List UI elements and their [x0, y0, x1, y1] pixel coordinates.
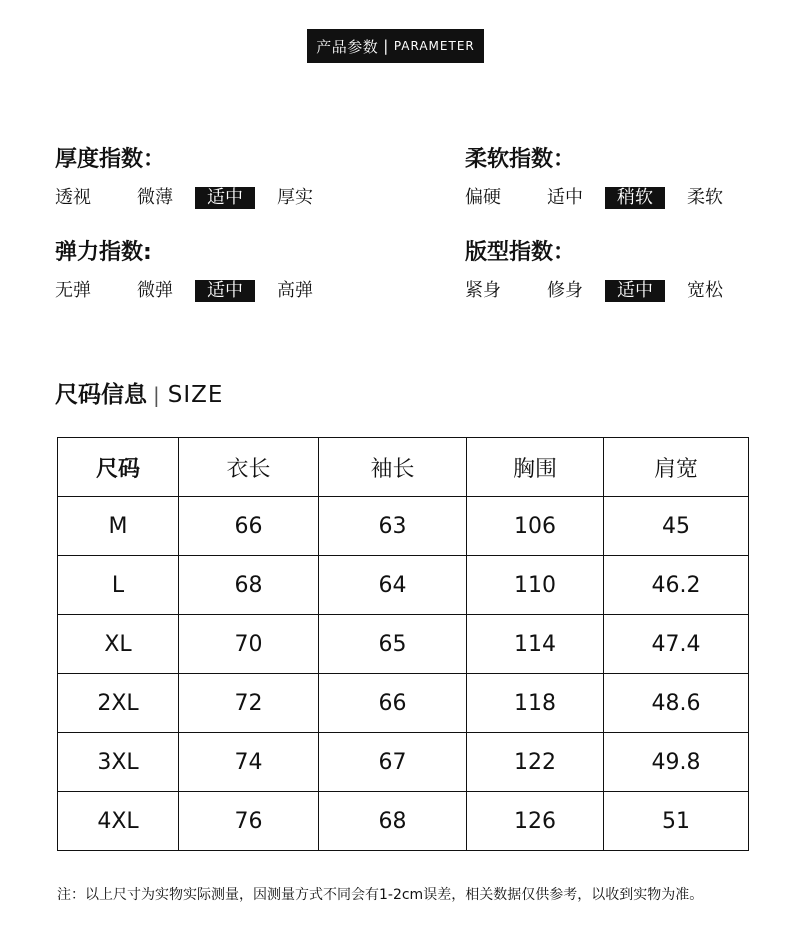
- elasticity-index-options: [55, 280, 335, 302]
- table-cell: L: [58, 556, 179, 615]
- softness-index: [465, 145, 745, 209]
- table-cell: 2XL: [58, 674, 179, 733]
- header-shoulder: 肩宽: [604, 438, 749, 497]
- elasticity-option-2-selected: 适中: [195, 280, 255, 302]
- table-cell: 64: [319, 556, 467, 615]
- fit-index-options: [465, 280, 745, 302]
- size-title-separator: |: [153, 383, 160, 407]
- parameter-title-cn: 产品参数: [316, 37, 379, 56]
- table-cell: 122: [467, 733, 604, 792]
- thickness-option-0: 透视: [55, 187, 91, 208]
- table-cell: 3XL: [58, 733, 179, 792]
- table-cell: 67: [319, 733, 467, 792]
- elasticity-index-title: 弹力指数:: [55, 240, 152, 265]
- table-row: [58, 556, 749, 615]
- thickness-index-options: [55, 187, 335, 209]
- table-row: [58, 497, 749, 556]
- softness-option-1: 适中: [547, 187, 583, 208]
- thickness-index: [55, 145, 335, 209]
- softness-option-3: 柔软: [687, 187, 723, 208]
- table-cell: 110: [467, 556, 604, 615]
- table-cell: 70: [179, 615, 319, 674]
- header-sleeve: 袖长: [319, 438, 467, 497]
- table-cell: 47.4: [604, 615, 749, 674]
- table-row: [58, 733, 749, 792]
- elasticity-option-1: 微弹: [137, 280, 173, 301]
- measurement-note: 注：以上尺寸为实物实际测量，因测量方式不同会有1-2cm误差，相关数据仅供参考，以收到实物为准。: [57, 887, 704, 903]
- table-cell: 4XL: [58, 792, 179, 851]
- table-cell: 72: [179, 674, 319, 733]
- table-cell: 65: [319, 615, 467, 674]
- table-cell: 66: [179, 497, 319, 556]
- size-title-en: SIZE: [167, 382, 224, 408]
- header-size: 尺码: [58, 438, 179, 497]
- table-cell: 126: [467, 792, 604, 851]
- elasticity-index: [55, 238, 335, 302]
- table-cell: 49.8: [604, 733, 749, 792]
- parameter-title-en: PARAMETER: [393, 39, 475, 53]
- table-cell: 63: [319, 497, 467, 556]
- table-cell: 68: [179, 556, 319, 615]
- table-cell: 114: [467, 615, 604, 674]
- fit-option-0: 紧身: [465, 280, 501, 301]
- size-title-cn: 尺码信息: [55, 382, 147, 408]
- table-cell: 76: [179, 792, 319, 851]
- elasticity-option-3: 高弹: [277, 280, 313, 301]
- table-cell: 51: [604, 792, 749, 851]
- table-cell: 106: [467, 497, 604, 556]
- size-table: [57, 437, 749, 851]
- table-header-row: [58, 438, 749, 497]
- thickness-option-2-selected: 适中: [195, 187, 255, 209]
- table-row: [58, 674, 749, 733]
- fit-index: [465, 238, 745, 302]
- fit-option-1: 修身: [547, 280, 583, 301]
- table-cell: 74: [179, 733, 319, 792]
- header-length: 衣长: [179, 438, 319, 497]
- thickness-option-3: 厚实: [277, 187, 313, 208]
- table-cell: 118: [467, 674, 604, 733]
- table-cell: XL: [58, 615, 179, 674]
- table-cell: 48.6: [604, 674, 749, 733]
- fit-index-title: 版型指数：: [465, 240, 576, 265]
- fit-option-3: 宽松: [687, 280, 723, 301]
- table-cell: M: [58, 497, 179, 556]
- softness-option-2-selected: 稍软: [605, 187, 665, 209]
- header-chest: 胸围: [467, 438, 604, 497]
- thickness-option-1: 微薄: [137, 187, 173, 208]
- softness-index-options: [465, 187, 745, 209]
- table-cell: 68: [319, 792, 467, 851]
- table-cell: 45: [604, 497, 749, 556]
- table-cell: 46.2: [604, 556, 749, 615]
- table-row: [58, 792, 749, 851]
- elasticity-option-0: 无弹: [55, 280, 91, 301]
- fit-option-2-selected: 适中: [605, 280, 665, 302]
- softness-index-title: 柔软指数：: [465, 147, 576, 172]
- thickness-index-title: 厚度指数：: [55, 147, 166, 172]
- table-cell: 66: [319, 674, 467, 733]
- size-section-title: [55, 378, 223, 412]
- parameter-badge: [307, 29, 484, 63]
- parameter-separator: |: [383, 37, 389, 55]
- softness-option-0: 偏硬: [465, 187, 501, 208]
- table-row: [58, 615, 749, 674]
